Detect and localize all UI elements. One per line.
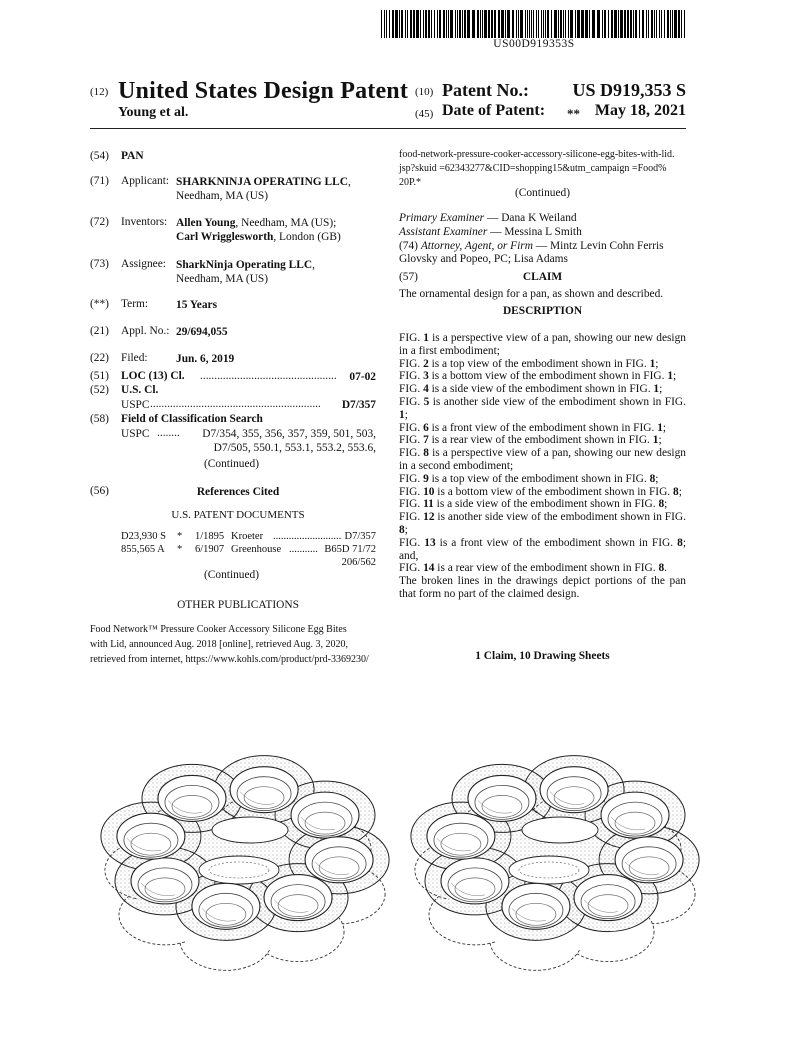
us-cl-label: U.S. Cl. bbox=[121, 384, 159, 396]
description-line: FIG. 10 is a bottom view of the embodiment shown in FIG. 8; bbox=[399, 485, 682, 498]
ref-2-num: 855,565 A bbox=[121, 544, 165, 555]
claim-text: The ornamental design for a pan, as shown and described. bbox=[399, 288, 664, 300]
us-cl-dots: ............................................................ bbox=[150, 398, 321, 410]
inid-code-term: (**) bbox=[90, 298, 109, 310]
barcode-number: US00D919353S bbox=[493, 38, 575, 50]
inid-code-51: (51) bbox=[90, 370, 109, 382]
design-figures bbox=[0, 690, 793, 1030]
description-body bbox=[399, 332, 686, 601]
filed-label: Filed: bbox=[121, 352, 148, 364]
inventor-2: Carl Wrigglesworth, London (GB) bbox=[176, 231, 341, 243]
description-line: FIG. 8 is a perspective view of a pan, showing our new design in a second embodiment; bbox=[399, 447, 686, 472]
description-line: FIG. 7 is a rear view of the embodiment shown in FIG. 1; bbox=[399, 434, 662, 447]
field-search-line-2: D7/505, 550.1, 553.1, 553.2, 553.6, bbox=[213, 442, 376, 454]
other-publication: Food Network™ Pressure Cooker Accessory Silicone Egg Bites with Lid, announced Aug. 2018 [online], retrieved Aug. 3, 2020, retrieved from internet, https://www.kohls.com/product/prd-3369230/ bbox=[90, 624, 369, 665]
loc-class: 07-02 bbox=[349, 371, 376, 383]
description-line: FIG. 14 is a rear view of the embodiment shown in FIG. 8. bbox=[399, 562, 667, 575]
us-patent-docs-heading: U.S. PATENT DOCUMENTS bbox=[171, 509, 305, 521]
ref-2-class: B65D 71/72 bbox=[324, 544, 376, 555]
description-line: FIG. 11 is a side view of the embodiment shown in FIG. 8; bbox=[399, 498, 668, 511]
barcode-image bbox=[381, 10, 687, 38]
field-search-dots: ........ bbox=[157, 427, 180, 439]
attorney-line-2: Glovsky and Popeo, PC; Lisa Adams bbox=[399, 253, 568, 265]
applicant: SHARKNINJA OPERATING LLC, bbox=[176, 176, 351, 188]
assignee: SharkNinja Operating LLC, bbox=[176, 259, 315, 271]
ref-1-name: Kroeter bbox=[231, 531, 264, 542]
primary-examiner: Primary Examiner — Dana K Weiland bbox=[399, 212, 577, 224]
date-of-patent-label: Date of Patent: bbox=[442, 102, 546, 119]
document-type-title: United States Design Patent bbox=[118, 78, 409, 104]
loc-class-dots: ................................................ bbox=[200, 370, 337, 382]
description-line: FIG. 13 is a front view of the embodiment shown in FIG. 8; and, bbox=[399, 536, 686, 562]
description-line: FIG. 3 is a bottom view of the embodiment shown in FIG. 1; bbox=[399, 370, 677, 383]
inid-code-72: (72) bbox=[90, 216, 109, 228]
filed-date: Jun. 6, 2019 bbox=[176, 353, 235, 365]
field-search-line-1: D7/354, 355, 356, 357, 359, 501, 503, bbox=[202, 428, 376, 440]
pan-figure-2 bbox=[411, 756, 699, 971]
patent-number: US D919,353 S bbox=[572, 80, 686, 100]
uspc-label: USPC bbox=[121, 399, 150, 411]
date-of-patent: May 18, 2021 bbox=[594, 102, 686, 119]
ref-2-dots: ........... bbox=[289, 544, 318, 555]
claim-heading: CLAIM bbox=[522, 271, 563, 283]
inid-code-21: (21) bbox=[90, 325, 109, 337]
header-divider bbox=[90, 128, 686, 129]
assignee-label: Assignee: bbox=[121, 258, 166, 270]
term-stars: ** bbox=[567, 106, 580, 121]
description-line: FIG. 5 is another side view of the embodiment shown in FIG. 1; bbox=[399, 395, 686, 421]
patent-number-label: Patent No.: bbox=[442, 80, 529, 100]
ref-1-class: D7/357 bbox=[344, 531, 376, 542]
inid-code-56: (56) bbox=[90, 485, 109, 497]
ref-1-date: 1/1895 bbox=[195, 531, 225, 542]
description-line: FIG. 9 is a top view of the embodiment shown in FIG. 8; bbox=[399, 472, 659, 485]
right-continued: (Continued) bbox=[514, 187, 571, 199]
description-line: FIG. 4 is a side view of the embodiment shown in FIG. 1; bbox=[399, 383, 663, 396]
description-line: FIG. 2 is a top view of the embodiment shown in FIG. 1; bbox=[399, 357, 659, 370]
description-line: FIG. 6 is a front view of the embodiment shown in FIG. 1; bbox=[399, 421, 667, 434]
other-publications-heading: OTHER PUBLICATIONS bbox=[177, 599, 299, 611]
inventor-1: Allen Young, Needham, MA (US); bbox=[176, 217, 337, 229]
us-cl: D7/357 bbox=[341, 399, 376, 411]
inid-code-54: (54) bbox=[90, 150, 109, 162]
design-title: PAN bbox=[121, 150, 144, 162]
inid-code-71: (71) bbox=[90, 175, 109, 187]
publication-continued: food-network-pressure-cooker-accessory-silicone-egg-bites-with-lid. jsp?skuid =62343277&CID=shopping15&utm_campaign =Food% 20P.* bbox=[399, 149, 675, 188]
inid-code-12: (12) bbox=[90, 86, 109, 98]
assignee-location: Needham, MA (US) bbox=[176, 273, 269, 285]
ref-2-star: * bbox=[177, 544, 183, 555]
field-search-label: Field of Classification Search bbox=[121, 413, 263, 425]
description-line: FIG. 1 is a perspective view of a pan, showing our new design in a first embodiment; bbox=[399, 332, 686, 357]
ref-2-class-cont: 206/562 bbox=[341, 557, 376, 568]
ref-2-date: 6/1907 bbox=[195, 544, 225, 555]
pan-figure-1 bbox=[101, 756, 389, 971]
inid-code-10: (10) bbox=[415, 86, 434, 98]
appl-no-label: Appl. No.: bbox=[121, 325, 170, 337]
references-cited-heading: References Cited bbox=[196, 486, 280, 498]
inid-code-52: (52) bbox=[90, 384, 109, 396]
applicant-label: Applicant: bbox=[121, 175, 170, 187]
attorney: (74) Attorney, Agent, or Firm — Mintz Levin Cohn Ferris bbox=[399, 240, 664, 252]
inid-code-22: (22) bbox=[90, 352, 109, 364]
description-heading: DESCRIPTION bbox=[502, 305, 583, 317]
references-continued: (Continued) bbox=[204, 569, 260, 581]
inid-code-73: (73) bbox=[90, 258, 109, 270]
claims-sheets-count: 1 Claim, 10 Drawing Sheets bbox=[475, 650, 610, 662]
inid-code-58: (58) bbox=[90, 413, 109, 425]
inventors-label: Inventors: bbox=[121, 216, 168, 228]
assistant-examiner: Assistant Examiner — Messina L Smith bbox=[399, 226, 582, 238]
description-line: FIG. 12 is another side view of the embodiment shown in FIG. 8; bbox=[399, 511, 686, 536]
term-value: 15 Years bbox=[176, 299, 218, 311]
ref-2-name: Greenhouse bbox=[231, 544, 282, 555]
broken-lines-note: The broken lines in the drawings depict portions of the pan that form no part of the claimed design. bbox=[399, 575, 686, 600]
ref-1-num: D23,930 S bbox=[121, 531, 166, 542]
authors: Young et al. bbox=[118, 105, 189, 120]
appl-no: 29/694,055 bbox=[176, 326, 228, 338]
field-search-uspc: USPC bbox=[121, 428, 150, 440]
inid-code-57: (57) bbox=[399, 271, 418, 283]
applicant-location: Needham, MA (US) bbox=[176, 190, 269, 202]
field-search-continued: (Continued) bbox=[204, 458, 260, 470]
term-label: Term: bbox=[121, 298, 149, 310]
loc-class-label: LOC (13) Cl. bbox=[121, 370, 185, 382]
ref-1-star: * bbox=[177, 531, 183, 542]
ref-1-dots: .......................... bbox=[273, 531, 342, 542]
inid-code-45: (45) bbox=[415, 108, 434, 120]
